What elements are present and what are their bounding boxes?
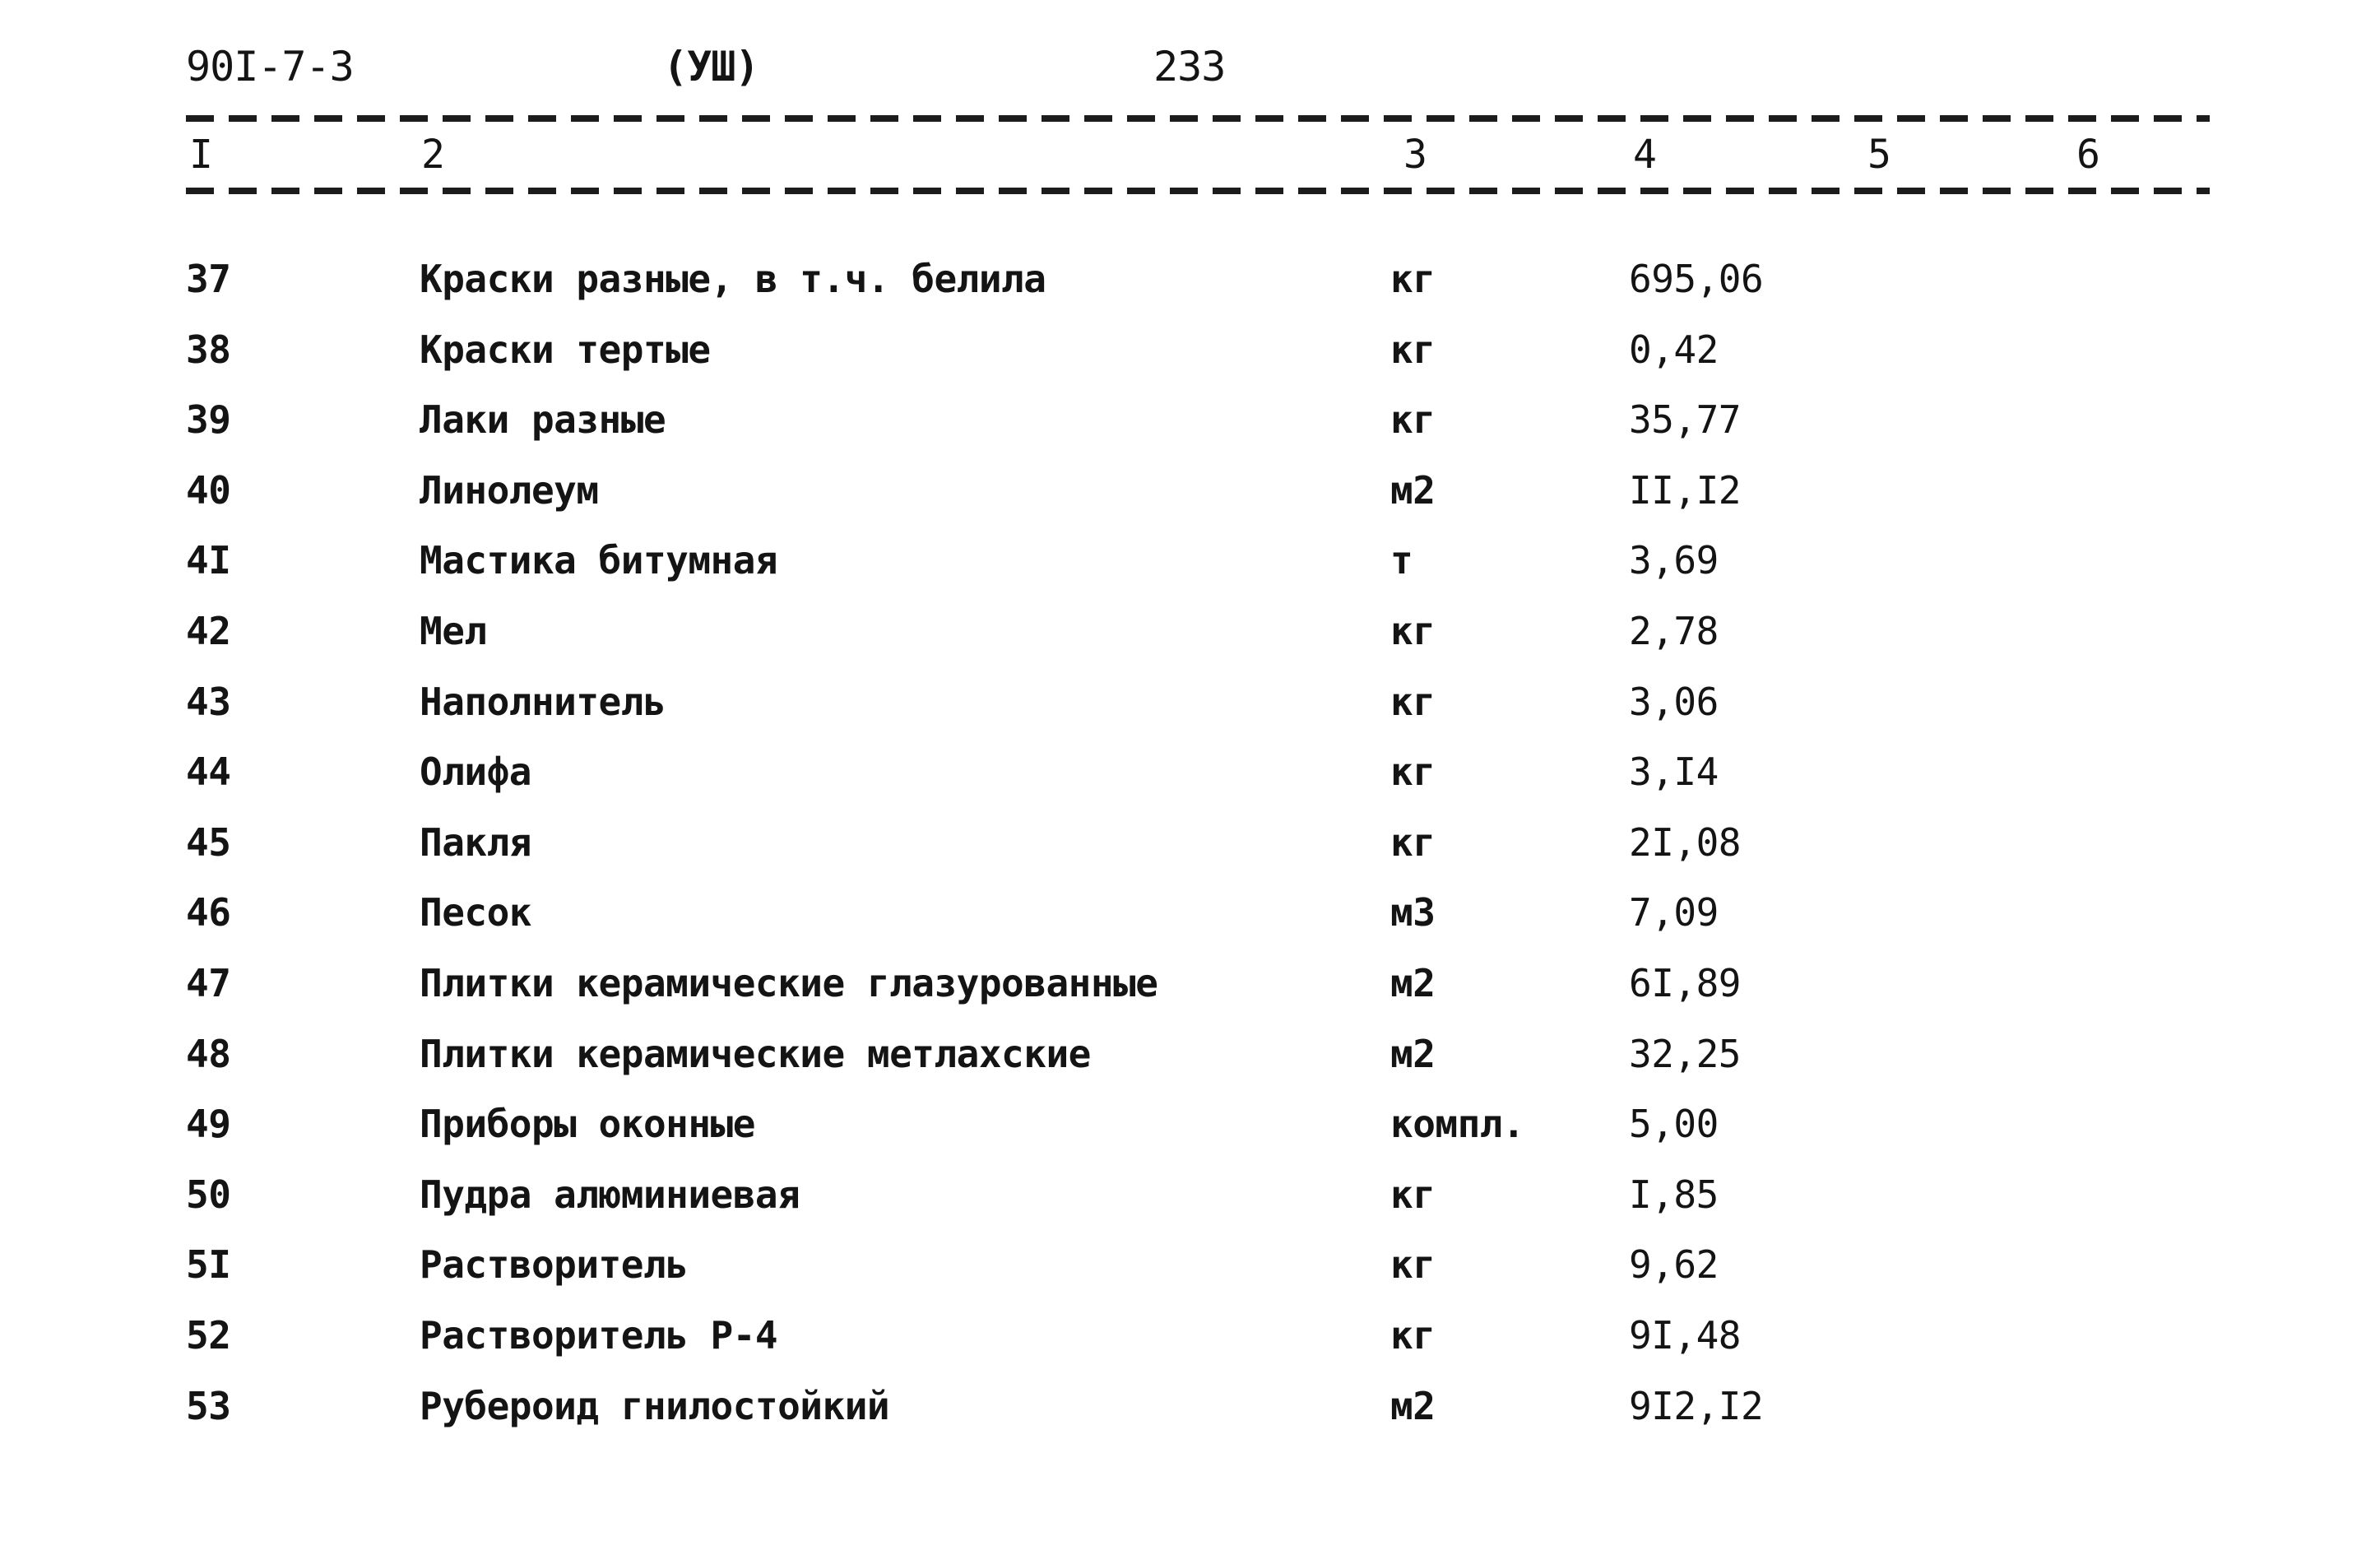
row-number: 45	[186, 819, 231, 865]
unit: кг	[1390, 750, 1436, 795]
page-number: 233	[1153, 43, 1226, 91]
unit: м2	[1390, 960, 1436, 1005]
table-row	[0, 458, 2380, 529]
table-row	[0, 951, 2380, 1022]
quantity: 32,25	[1629, 1031, 1741, 1076]
table-header-rule	[186, 188, 2210, 194]
table-row	[0, 670, 2380, 740]
quantity: 9,62	[1629, 1242, 1719, 1288]
column-number-5: 5	[1867, 132, 1891, 178]
quantity: 3,06	[1629, 679, 1719, 724]
unit: кг	[1390, 1242, 1436, 1288]
unit: кг	[1390, 257, 1436, 301]
material-name: Наполнитель	[420, 679, 666, 724]
row-number: 39	[186, 397, 231, 443]
unit: компл.	[1390, 1102, 1525, 1147]
material-name: Пакля	[420, 819, 531, 865]
quantity: 6I,89	[1629, 960, 1741, 1005]
material-name: Растворитель Р-4	[420, 1312, 778, 1358]
unit: кг	[1390, 679, 1436, 724]
table-row	[0, 1374, 2380, 1445]
table-top-rule	[186, 115, 2210, 122]
quantity: II,I2	[1629, 467, 1741, 513]
material-name: Плитки керамические глазурованные	[420, 960, 1158, 1005]
material-name: Пудра алюминиевая	[420, 1172, 800, 1217]
quantity: 7,09	[1629, 890, 1719, 935]
row-number: 47	[186, 960, 231, 1005]
unit: кг	[1390, 1312, 1436, 1358]
quantity: 2I,08	[1629, 819, 1741, 865]
document-code: 90I-7-3	[186, 43, 354, 91]
row-number: 37	[186, 257, 231, 301]
quantity: 9I2,I2	[1629, 1383, 1764, 1428]
table-row	[0, 1163, 2380, 1233]
row-number: 46	[186, 890, 231, 935]
row-number: 5I	[186, 1242, 231, 1288]
quantity: 35,77	[1629, 397, 1741, 443]
row-number: 42	[186, 608, 231, 653]
row-number: 38	[186, 327, 231, 372]
row-number: 52	[186, 1312, 231, 1358]
materials-table	[0, 247, 2380, 1444]
unit: т	[1390, 538, 1413, 583]
unit: кг	[1390, 397, 1436, 443]
quantity: 0,42	[1629, 327, 1719, 372]
quantity: 3,69	[1629, 538, 1719, 583]
row-number: 50	[186, 1172, 231, 1217]
material-name: Лаки разные	[420, 397, 666, 443]
column-number-4: 4	[1633, 132, 1657, 178]
quantity: 5,00	[1629, 1102, 1719, 1147]
row-number: 4I	[186, 538, 231, 583]
material-name: Краски разные, в т.ч. белила	[420, 257, 1046, 301]
table-row	[0, 318, 2380, 388]
unit: кг	[1390, 1172, 1436, 1217]
material-name: Олифа	[420, 750, 531, 795]
quantity: I,85	[1629, 1172, 1719, 1217]
table-row	[0, 810, 2380, 881]
row-number: 49	[186, 1102, 231, 1147]
material-name: Рубероид гнилостойкий	[420, 1383, 890, 1428]
table-row	[0, 599, 2380, 670]
table-row	[0, 388, 2380, 458]
table-row	[0, 1232, 2380, 1303]
material-name: Приборы оконные	[420, 1102, 755, 1147]
quantity: 3,I4	[1629, 750, 1719, 795]
material-name: Песок	[420, 890, 531, 935]
unit: м3	[1390, 890, 1436, 935]
table-row	[0, 880, 2380, 951]
quantity: 9I,48	[1629, 1312, 1741, 1358]
table-row	[0, 1022, 2380, 1093]
unit: м2	[1390, 1031, 1436, 1076]
unit: кг	[1390, 608, 1436, 653]
table-row	[0, 740, 2380, 810]
row-number: 40	[186, 467, 231, 513]
material-name: Краски тертые	[420, 327, 711, 372]
material-name: Плитки керамические метлахские	[420, 1031, 1091, 1076]
quantity: 695,06	[1629, 257, 1764, 301]
table-row	[0, 247, 2380, 318]
material-name: Линолеум	[420, 467, 599, 513]
unit: м2	[1390, 467, 1436, 513]
column-number-2: 2	[421, 132, 445, 178]
row-number: 48	[186, 1031, 231, 1076]
table-row	[0, 1092, 2380, 1163]
unit: кг	[1390, 327, 1436, 372]
material-name: Растворитель	[420, 1242, 689, 1288]
unit: м2	[1390, 1383, 1436, 1428]
unit: кг	[1390, 819, 1436, 865]
section-label: (УШ)	[663, 43, 759, 91]
row-number: 53	[186, 1383, 231, 1428]
column-number-6: 6	[2076, 132, 2100, 178]
material-name: Мастика битумная	[420, 538, 778, 583]
material-name: Мел	[420, 608, 487, 653]
quantity: 2,78	[1629, 608, 1719, 653]
table-row	[0, 1303, 2380, 1374]
column-number-3: 3	[1403, 132, 1427, 178]
row-number: 44	[186, 750, 231, 795]
column-number-1: I	[189, 132, 213, 178]
row-number: 43	[186, 679, 231, 724]
table-row	[0, 528, 2380, 599]
